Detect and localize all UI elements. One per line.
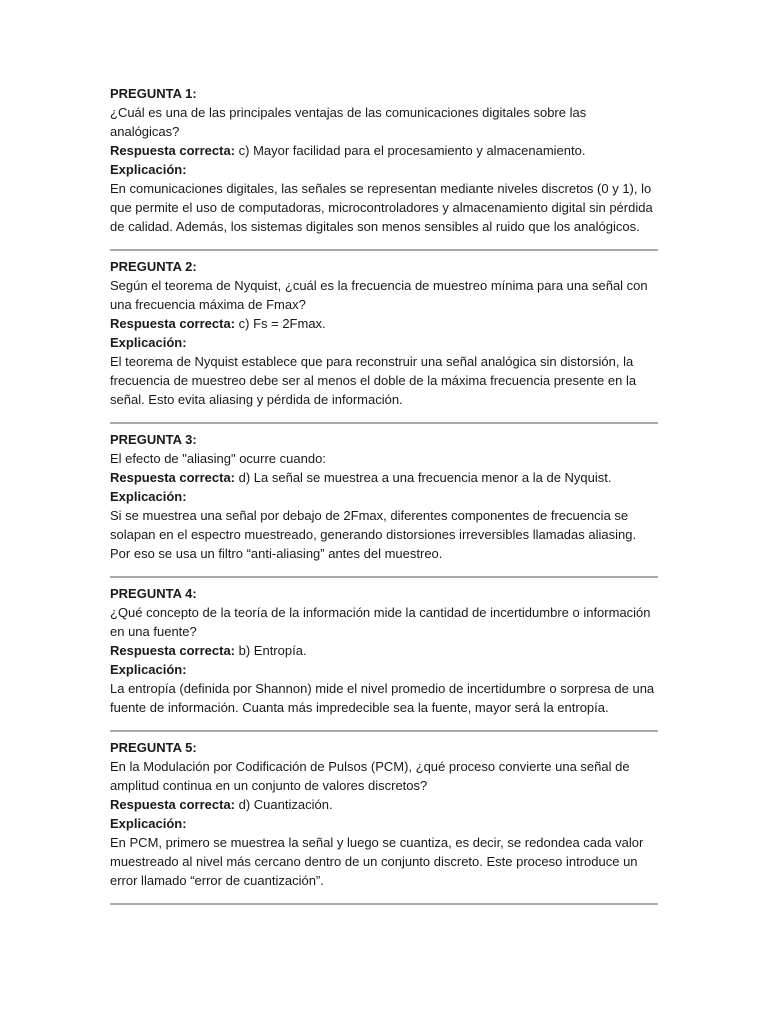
answer-label: Respuesta correcta: <box>110 316 235 331</box>
divider <box>110 422 658 424</box>
divider <box>110 576 658 578</box>
question-heading: PREGUNTA 1: <box>110 86 197 101</box>
answer-text: d) La señal se muestrea a una frecuencia menor a la de Nyquist. <box>238 470 612 485</box>
answer-label: Respuesta correcta: <box>110 470 235 485</box>
answer-label: Respuesta correcta: <box>110 143 235 158</box>
explanation-text: La entropía (definida por Shannon) mide el nivel promedio de incertidumbre o sorpresa de una fuente de información. Cuanta más impredecible sea la fuente, mayor será la entropía. <box>110 681 655 715</box>
answer-text: c) Fs = 2Fmax. <box>238 316 326 331</box>
question-heading: PREGUNTA 2: <box>110 259 197 274</box>
answer-text: c) Mayor facilidad para el procesamiento y almacenamiento. <box>238 143 586 158</box>
answer-text: d) Cuantización. <box>238 797 333 812</box>
divider <box>110 903 658 905</box>
answer-line <box>110 641 658 660</box>
question-heading: PREGUNTA 5: <box>110 740 197 755</box>
question-block-2 <box>110 257 658 409</box>
explanation-text: Si se muestrea una señal por debajo de 2Fmax, diferentes componentes de frecuencia se solapan en el espectro muestreado, generando distorsiones irreversibles llamadas aliasing. Por eso se usa un filtro “anti-aliasing” antes del muestreo. <box>110 508 637 561</box>
question-text: El efecto de "aliasing" ocurre cuando: <box>110 451 326 466</box>
answer-line <box>110 141 658 160</box>
answer-text: b) Entropía. <box>238 643 307 658</box>
question-heading: PREGUNTA 3: <box>110 432 197 447</box>
answer-label: Respuesta correcta: <box>110 797 235 812</box>
question-block-1 <box>110 84 658 236</box>
answer-line <box>110 468 658 487</box>
explanation-text: El teorema de Nyquist establece que para reconstruir una señal analógica sin distorsión, la frecuencia de muestreo debe ser al menos el doble de la máxima frecuencia presente en la señal. Esto evita aliasing y pérdida de información. <box>110 354 637 407</box>
divider <box>110 730 658 732</box>
question-block-4 <box>110 584 658 717</box>
question-block-3 <box>110 430 658 563</box>
answer-line <box>110 795 658 814</box>
question-text: Según el teorema de Nyquist, ¿cuál es la frecuencia de muestreo mínima para una señal con una frecuencia máxima de Fmax? <box>110 278 648 312</box>
question-text: ¿Cuál es una de las principales ventajas de las comunicaciones digitales sobre las analógicas? <box>110 105 587 139</box>
divider <box>110 249 658 251</box>
explanation-label: Explicación: <box>110 489 187 504</box>
answer-line <box>110 314 658 333</box>
explanation-label: Explicación: <box>110 335 187 350</box>
question-text: ¿Qué concepto de la teoría de la información mide la cantidad de incertidumbre o información en una fuente? <box>110 605 651 639</box>
answer-label: Respuesta correcta: <box>110 643 235 658</box>
question-heading: PREGUNTA 4: <box>110 586 197 601</box>
explanation-label: Explicación: <box>110 816 187 831</box>
explanation-label: Explicación: <box>110 662 187 677</box>
explanation-text: En comunicaciones digitales, las señales se representan mediante niveles discretos (0 y 1), lo que permite el uso de computadoras, microcontroladores y almacenamiento digital sin pérdida de calidad. Además, los sistemas digitales son menos sensibles al ruido que los analógicos. <box>110 181 653 234</box>
question-block-5 <box>110 738 658 890</box>
question-text: En la Modulación por Codificación de Pulsos (PCM), ¿qué proceso convierte una señal de amplitud continua en un conjunto de valores discretos? <box>110 759 630 793</box>
explanation-label: Explicación: <box>110 162 187 177</box>
explanation-text: En PCM, primero se muestrea la señal y luego se cuantiza, es decir, se redondea cada valor muestreado al nivel más cercano dentro de un conjunto discreto. Este proceso introduce un error llamado “error de cuantización”. <box>110 835 644 888</box>
